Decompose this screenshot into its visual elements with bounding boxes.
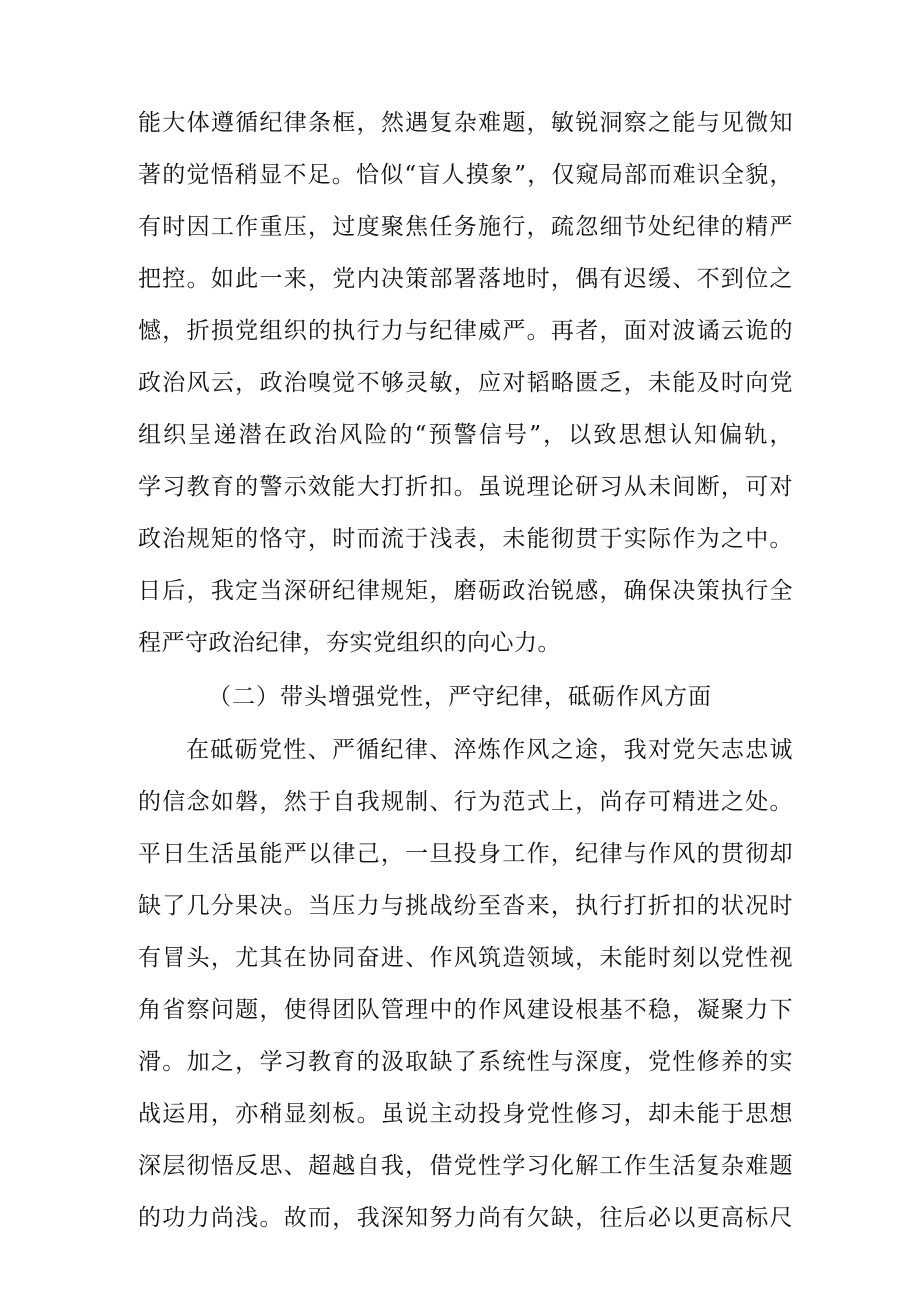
section-heading: （二）带头增强党性，严守纪律，砥砺作风方面 (208, 684, 712, 710)
paragraph-2-line: 滑。加之，学习教育的汲取缺了系统性与深度，党性修养的实 (138, 1049, 793, 1075)
paragraph-1-line: 憾，折损党组织的执行力与纪律威严。再者，面对波谲云诡的 (138, 318, 793, 344)
paragraph-1-line: 著的觉悟稍显不足。恰似“盲人摸象”，仅窥局部而难识全貌， (138, 162, 793, 188)
paragraph-2-line: 角省察问题，使得团队管理中的作风建设根基不稳，凝聚力下 (138, 997, 793, 1023)
paragraph-2-line: 战运用，亦稍显刻板。虽说主动投身党性修习，却未能于思想 (138, 1101, 793, 1127)
paragraph-1-line: 有时因工作重压，过度聚焦任务施行，疏忽细节处纪律的精严 (138, 214, 793, 240)
paragraph-2-line: 有冒头，尤其在协同奋进、作风筑造领域，未能时刻以党性视 (138, 945, 793, 971)
paragraph-2-line: 在砥砺党性、严循纪律、淬炼作风之途，我对党矢志忠诚 (186, 737, 793, 763)
paragraph-2-line: 的信念如磐，然于自我规制、行为范式上，尚存可精进之处。 (138, 789, 793, 815)
paragraph-1-line: 能大体遵循纪律条框，然遇复杂难题，敏锐洞察之能与见微知 (138, 110, 793, 136)
paragraph-2-line: 缺了几分果决。当压力与挑战纷至沓来，执行打折扣的状况时 (138, 893, 793, 919)
paragraph-1-line: 政治规矩的恪守，时而流于浅表，未能彻贯于实际作为之中。 (138, 526, 793, 552)
paragraph-1-line: 政治风云，政治嗅觉不够灵敏，应对韬略匮乏，未能及时向党 (138, 370, 793, 396)
paragraph-2-line: 平日生活虽能严以律己，一旦投身工作，纪律与作风的贯彻却 (138, 841, 793, 867)
paragraph-1-line: 组织呈递潜在政治风险的“预警信号”，以致思想认知偏轨， (138, 422, 793, 448)
paragraph-1-line: 把控。如此一来，党内决策部署落地时，偶有迟缓、不到位之 (138, 266, 793, 292)
paragraph-2-line: 深层彻悟反思、超越自我，借党性学习化解工作生活复杂难题 (138, 1153, 793, 1179)
paragraph-2-line: 的功力尚浅。故而，我深知努力尚有欠缺，往后必以更高标尺 (138, 1205, 793, 1231)
paragraph-1-line: 程严守政治纪律，夯实党组织的向心力。 (138, 630, 561, 656)
paragraph-1-line: 学习教育的警示效能大打折扣。虽说理论研习从未间断，可对 (138, 474, 793, 500)
paragraph-1-line: 日后，我定当深研纪律规矩，磨砺政治锐感，确保决策执行全 (138, 578, 793, 604)
